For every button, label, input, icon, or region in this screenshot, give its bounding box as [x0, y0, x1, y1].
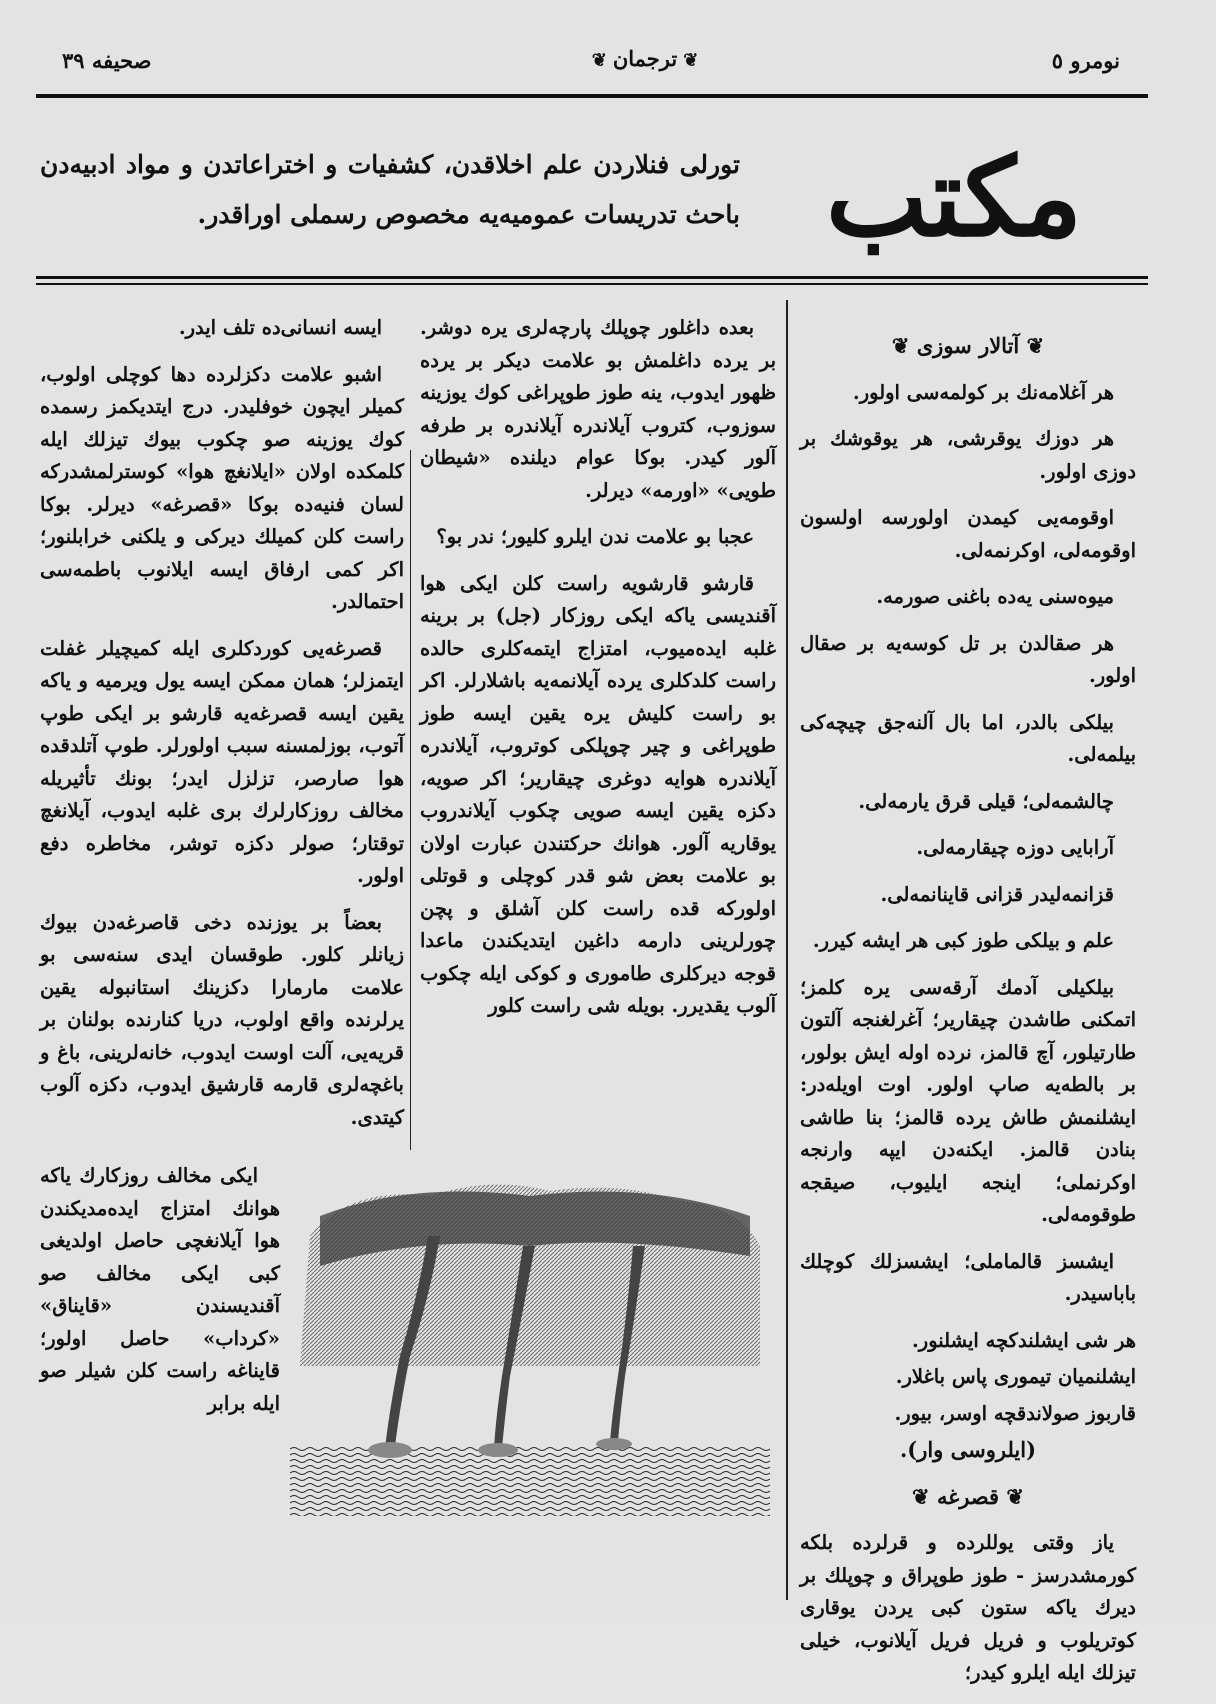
waterspout-illustration: [290, 1176, 770, 1516]
masthead-rule-bottom: [36, 283, 1148, 285]
proverb: ميوه‌سنی يه‌ده باغنی صورمه.: [876, 585, 1114, 608]
section-title-text: قصرغه: [936, 1483, 1000, 1509]
article-paragraph: قصرغه‌يی كوردكلری ايله كميچيلر غفلت ايتمزلر؛ همان ممكن ايسه يول ويرميه و ياكه يقين ايسه قصرغه‌يه قارشو بر ايكی طوپ آتوب، بوزلمسنه سبب اولورلر. طوپ آتلدقده هوا صارصر، تزلزل ايدر؛ بونك تأثيريله مخالف روزكارلرك بری غلبه ايدوب، آيلانغچ توقتار؛ صولر دكزه توشر، مخاطره دفع اولور.: [40, 636, 404, 887]
ornament-icon: ❦: [912, 1483, 937, 1509]
masthead-rule-top: [36, 276, 1148, 279]
proverb: چالشمه‌لی؛ قيلی قرق يارمه‌لی.: [858, 789, 1114, 813]
proverb: هر دوزك يوقرشی، هر يوقوشك بر دوزی اولور.: [800, 427, 1136, 483]
section-title: [800, 330, 1136, 363]
spray: [596, 1438, 632, 1450]
masthead-tagline: تورلی فنلاردن علم اخلاقدن، كشفيات و اختراعاتدن و مواد ادبيه‌دن باحث تدريسات عموميه‌يه مخصوص رسملی اوراقدر.: [40, 150, 740, 229]
article-paragraph: اشبو علامت دكزلرده دها كوچلی اولوب، كميلر ايچون خوفليدر. درج ايتديكمز رسمده كوك يوزينه صو چكوب بيوك تيزلك ايله كلمكده اولان «ايلانغچ هوا» كوسترلمشدركه لسان فنيه‌ده بوكا «قصرغه» ديرلر. بوكا راست كلن كميلك ديركی و يلكنی خرابلنور؛ اكر كمی ارفاق ايسه ايلانوب باطمه‌سی احتمالدر.: [40, 362, 404, 613]
poem: [800, 1325, 1136, 1431]
poem-line: قاربوز صولاندقچه اوسر، بيور.: [894, 1401, 1136, 1425]
page-number: صحيفه ۳۹: [62, 48, 152, 73]
article-paragraph: ياز وقتی يوللرده و قرلرده بلكه كورمشدرسز - طوز طوپراق و چوپلك بر ديرك ياكه ستون كبی يردن يوقاری كوتريلوب و فريل فريل آيلانوب، خيلی تيزلك ايله ايلرو كيدر؛: [800, 1531, 1136, 1684]
section-title-text: آتالار سوزی: [916, 333, 1020, 358]
section-title: [800, 1481, 1136, 1514]
proverb: آرابايی دوزه چيقارمه‌لی.: [916, 836, 1114, 859]
proverb: بيلكی بالدر، اما بال آلنه‌جق چيچه‌كی بيلمه‌لی.: [800, 710, 1136, 766]
ornament-icon: ❦: [591, 50, 607, 71]
column-divider-left: [410, 450, 411, 1150]
article-paragraph: قارشو قارشويه راست كلن ايكی هوا آقنديسی ياكه ايكی روزكار (جل) بر برينه غلبه ايده‌ميوب، امتزاج ايتمه‌كلری حالده راست كلدكلری يرده آيلانمه‌يه باشلارلر. اكر بو راست كليش يره يقين ايسه طوز طوپراغی و چير چوپلكی كوتروب، آيلاندره آيلاندره هوايه دوغری چيقارير؛ اكر صويه، دكزه يقين ايسه صويی چكوب آيلاندروب يوقاريه آلور. هوانك حركتندن عبارت اولان بو علامت بعض شو قدر كوچلی و قوتلی اولورکه قده راست كلن آشلق و پچن چورلرينی دارمه داغين ايتديكندن ماعدا قوجه ديركلری طاموری و كوكی ايله چكوب آلوب يقديرر. بويله شی راست كلور: [420, 571, 776, 1017]
section-label-text: ترجمان: [612, 46, 678, 71]
section-label: [570, 46, 720, 71]
spray: [368, 1442, 412, 1458]
page-header: [40, 42, 1160, 90]
article-paragraph: ايكی مخالف روزكارك ياكه هوانك امتزاج ايده‌مديكندن هوا آيلانغچی حاصل اولديغی كبی ايكی مخالف صو آقنديسندن «قايناق» «كرداب» حاصل اولور؛ قايناغه راست كلن شيلر صو ايله برابر: [40, 1164, 280, 1415]
ornament-icon: ❦: [683, 50, 699, 71]
middle-column: [420, 312, 776, 1037]
poem-line: هر شی ايشلندكچه ايشلنور.: [911, 1328, 1136, 1352]
article-paragraph: بعده داغلور چوپلك پارچه‌لری يره دوشر. بر يرده داغلمش بو علامت ديكر بر يرده ظهور ايدوب، ينه طوز طوپراغی كوك يوزينه سوزوب، كتروب آيلاندره آيلاندره بر طرفه آلور كيدر. بوكا عوام ديلنده «شيطان طويی» «اورمه» ديرلر.: [420, 316, 776, 502]
sea: [290, 1446, 770, 1516]
proverb: قزانمه‌ليدر قزانی قاينانمه‌لی.: [880, 882, 1114, 906]
issue-number: نومرو ٥: [1051, 48, 1120, 73]
ornament-icon: ❦: [1019, 333, 1045, 358]
ornament-icon: ❦: [999, 1483, 1024, 1509]
left-column: [40, 312, 404, 1148]
article-paragraph: ايسه انسانی‌ده تلف ايدر.: [178, 316, 382, 339]
proverb: هر آغلامه‌نك بر كولمه‌سی اولور.: [852, 380, 1114, 404]
right-column: [800, 330, 1136, 1704]
masthead-title: مكتب: [825, 135, 1083, 261]
spray: [478, 1443, 518, 1457]
ornament-icon: ❦: [891, 333, 917, 358]
proverb: علم و بيلكی طوز كبی هر ايشه كيرر.: [812, 929, 1114, 952]
article-paragraph: عجبا بو علامت ندن ايلرو كليور؛ ندر بو؟: [436, 525, 754, 548]
proverb: ايشسز قالماملی؛ ايشسزلك كوچلك باباسيدر.: [800, 1249, 1136, 1305]
header-rule: [36, 94, 1148, 98]
article-paragraph: بعضاً بر يوزنده دخی قاصرغه‌دن بيوك زيانلر كلور. طوقسان ايدی سنه‌سی بو علامت مارمارا دكزينك استانبوله يقين يرلرنده واقع اولوب، دريا كنارنده بولنان بر قريه‌يی، آلت اوست ايدوب، خانه‌لرينی، باغ و باغچه‌لری قارمه قارشيق ايدوب، دكزه آلوب كيتدی.: [40, 910, 404, 1129]
proverb: اوقومه‌يی كيمدن اولورسه اولسون اوقومه‌لی، اوكرنمه‌لی.: [800, 506, 1136, 562]
left-column-lower: [40, 1160, 280, 1434]
proverb: هر صقالدن بر تل كوسه‌يه بر صقال اولور.: [800, 631, 1136, 687]
column-divider-right: [786, 300, 788, 1600]
continuation-note: (ايلروسی وار).: [899, 1437, 1037, 1462]
poem-line: ايشلنميان تيموری پاس باغلار.: [895, 1365, 1136, 1388]
proverb: بيلكيلی آدمك آرقه‌سی يره كلمز؛ اتمكنی طاشدن چيقارير؛ آغرلغنجه آلتون طارتيلور، آچ قالمز، نرده اوله ايش بولور، بر بالطه‌يه صاپ اولور. اوت اويله‌در: ايشلنمش طاش يرده قالمز؛ بنا طاشی بنادن قالمز. ايكنه‌دن ايپه وارنجه اوكرنملی؛ اينجه ايليوب، صيقجه طوقومه‌لی.: [800, 975, 1136, 1226]
